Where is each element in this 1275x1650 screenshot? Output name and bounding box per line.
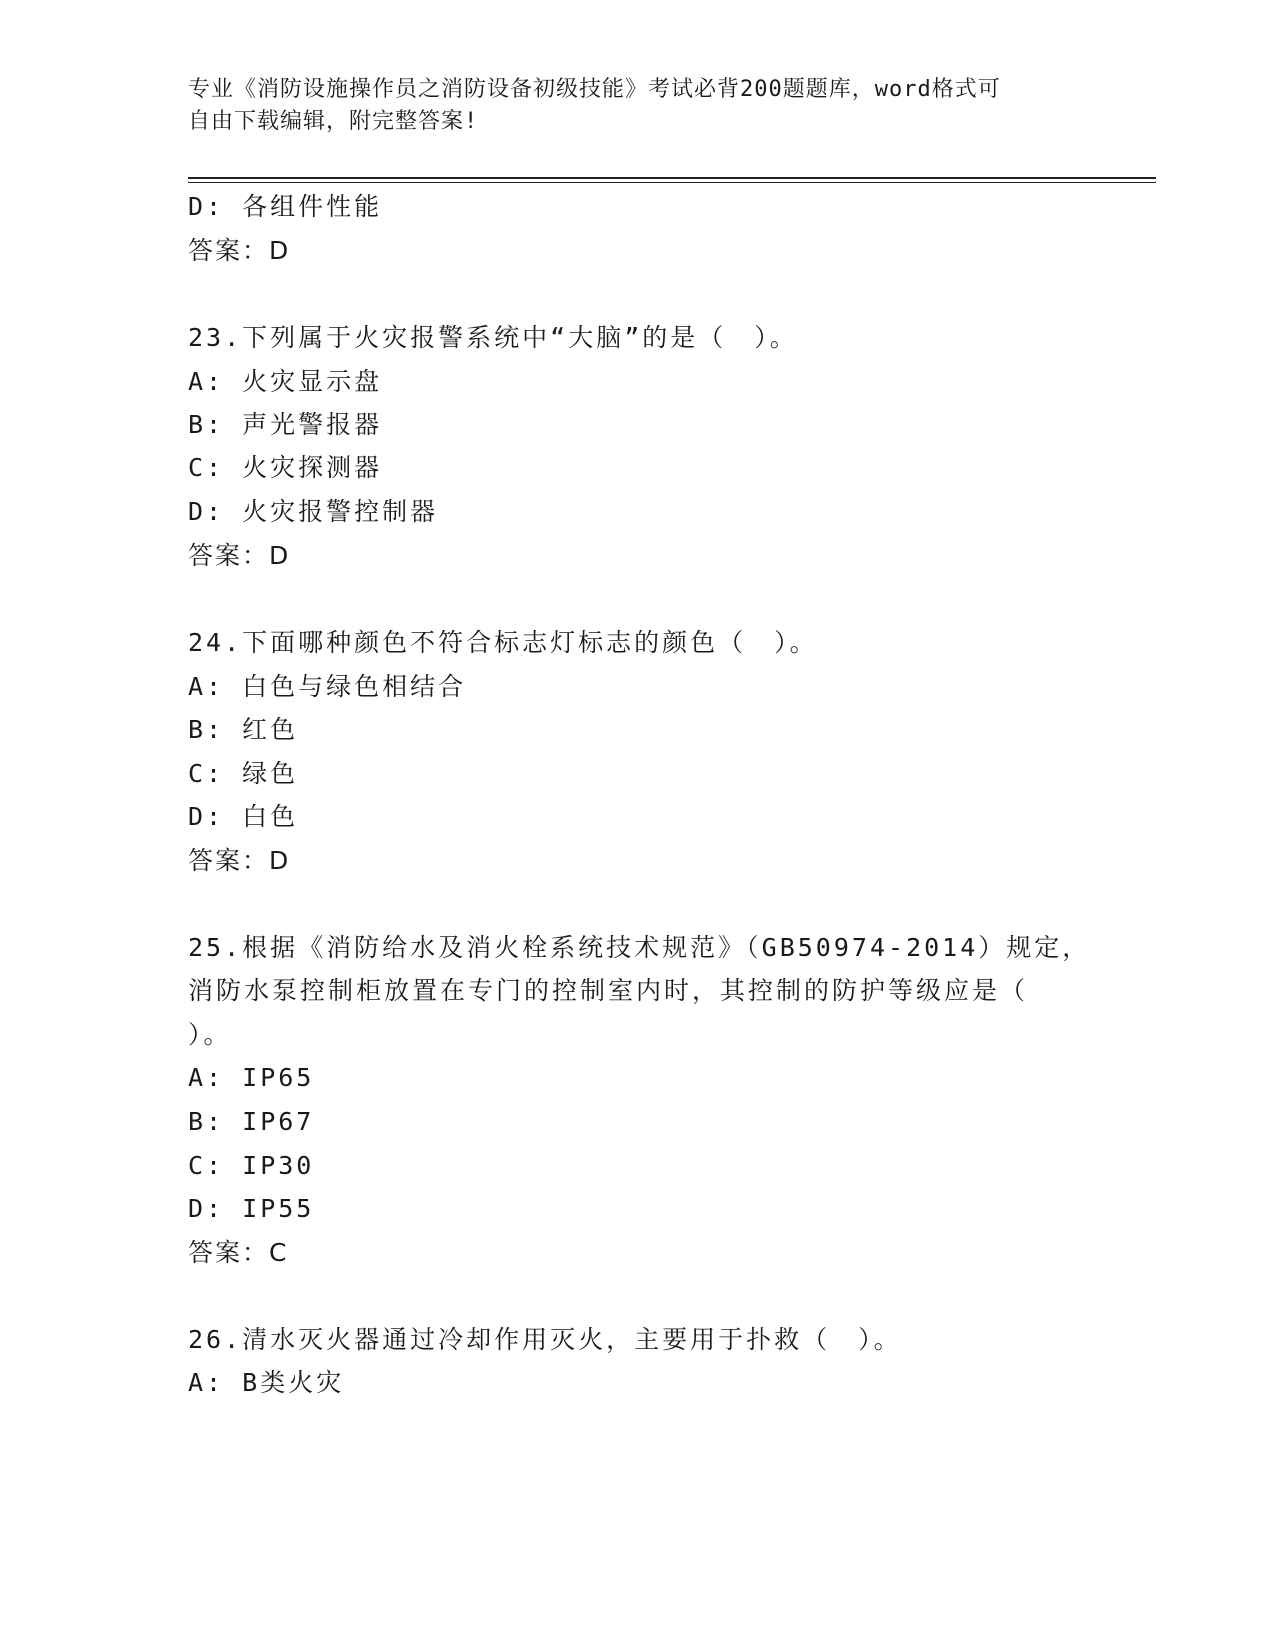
- q24-answer: 答案：D: [188, 846, 291, 875]
- header-divider: [188, 177, 1156, 179]
- q25-option-a: A: IP65: [188, 1063, 315, 1092]
- q24-stem: 24.下面哪种颜色不符合标志灯标志的颜色（ ）。: [188, 628, 818, 657]
- document-header: [188, 74, 1068, 138]
- q25-stem-line-2: 消防水泵控制柜放置在专门的控制室内时，其控制的防护等级应是（: [188, 976, 1029, 1005]
- q26-stem: 26.清水灭火器通过冷却作用灭火，主要用于扑救（ ）。: [188, 1325, 902, 1354]
- q25-option-d: D: IP55: [188, 1194, 315, 1223]
- q23-answer: 答案：D: [188, 541, 291, 570]
- q23-stem: 23.下列属于火灾报警系统中“大脑”的是（ ）。: [188, 323, 798, 352]
- q22-answer: 答案：D: [188, 236, 291, 265]
- header-line-1: 专业《消防设施操作员之消防设备初级技能》考试必背200题题库，word格式可: [188, 77, 1001, 102]
- q24-option-a: A: 白色与绿色相结合: [188, 672, 467, 701]
- q23-option-d: D: 火灾报警控制器: [188, 497, 439, 526]
- q24-option-b: B: 红色: [188, 715, 299, 744]
- q23-option-c: C: 火灾探测器: [188, 453, 383, 482]
- q25-option-c: C: IP30: [188, 1151, 315, 1180]
- q26-option-a: A: B类火灾: [188, 1368, 345, 1397]
- q25-answer: 答案：C: [188, 1238, 289, 1267]
- header-divider-thin: [188, 182, 1156, 183]
- q23-option-a: A: 火灾显示盘: [188, 367, 383, 396]
- q25-stem-line-1: 25.根据《消防给水及消火栓系统技术规范》（GB50974-2014）规定，: [188, 933, 1091, 962]
- q24-option-d: D: 白色: [188, 802, 299, 831]
- q23-option-b: B: 声光警报器: [188, 410, 383, 439]
- q24-option-c: C: 绿色: [188, 759, 299, 788]
- q25-option-b: B: IP67: [188, 1107, 315, 1136]
- q25-stem-line-3: ）。: [188, 1020, 232, 1049]
- q22-option-d: D: 各组件性能: [188, 192, 383, 221]
- header-line-2: 自由下载编辑，附完整答案!: [188, 109, 479, 134]
